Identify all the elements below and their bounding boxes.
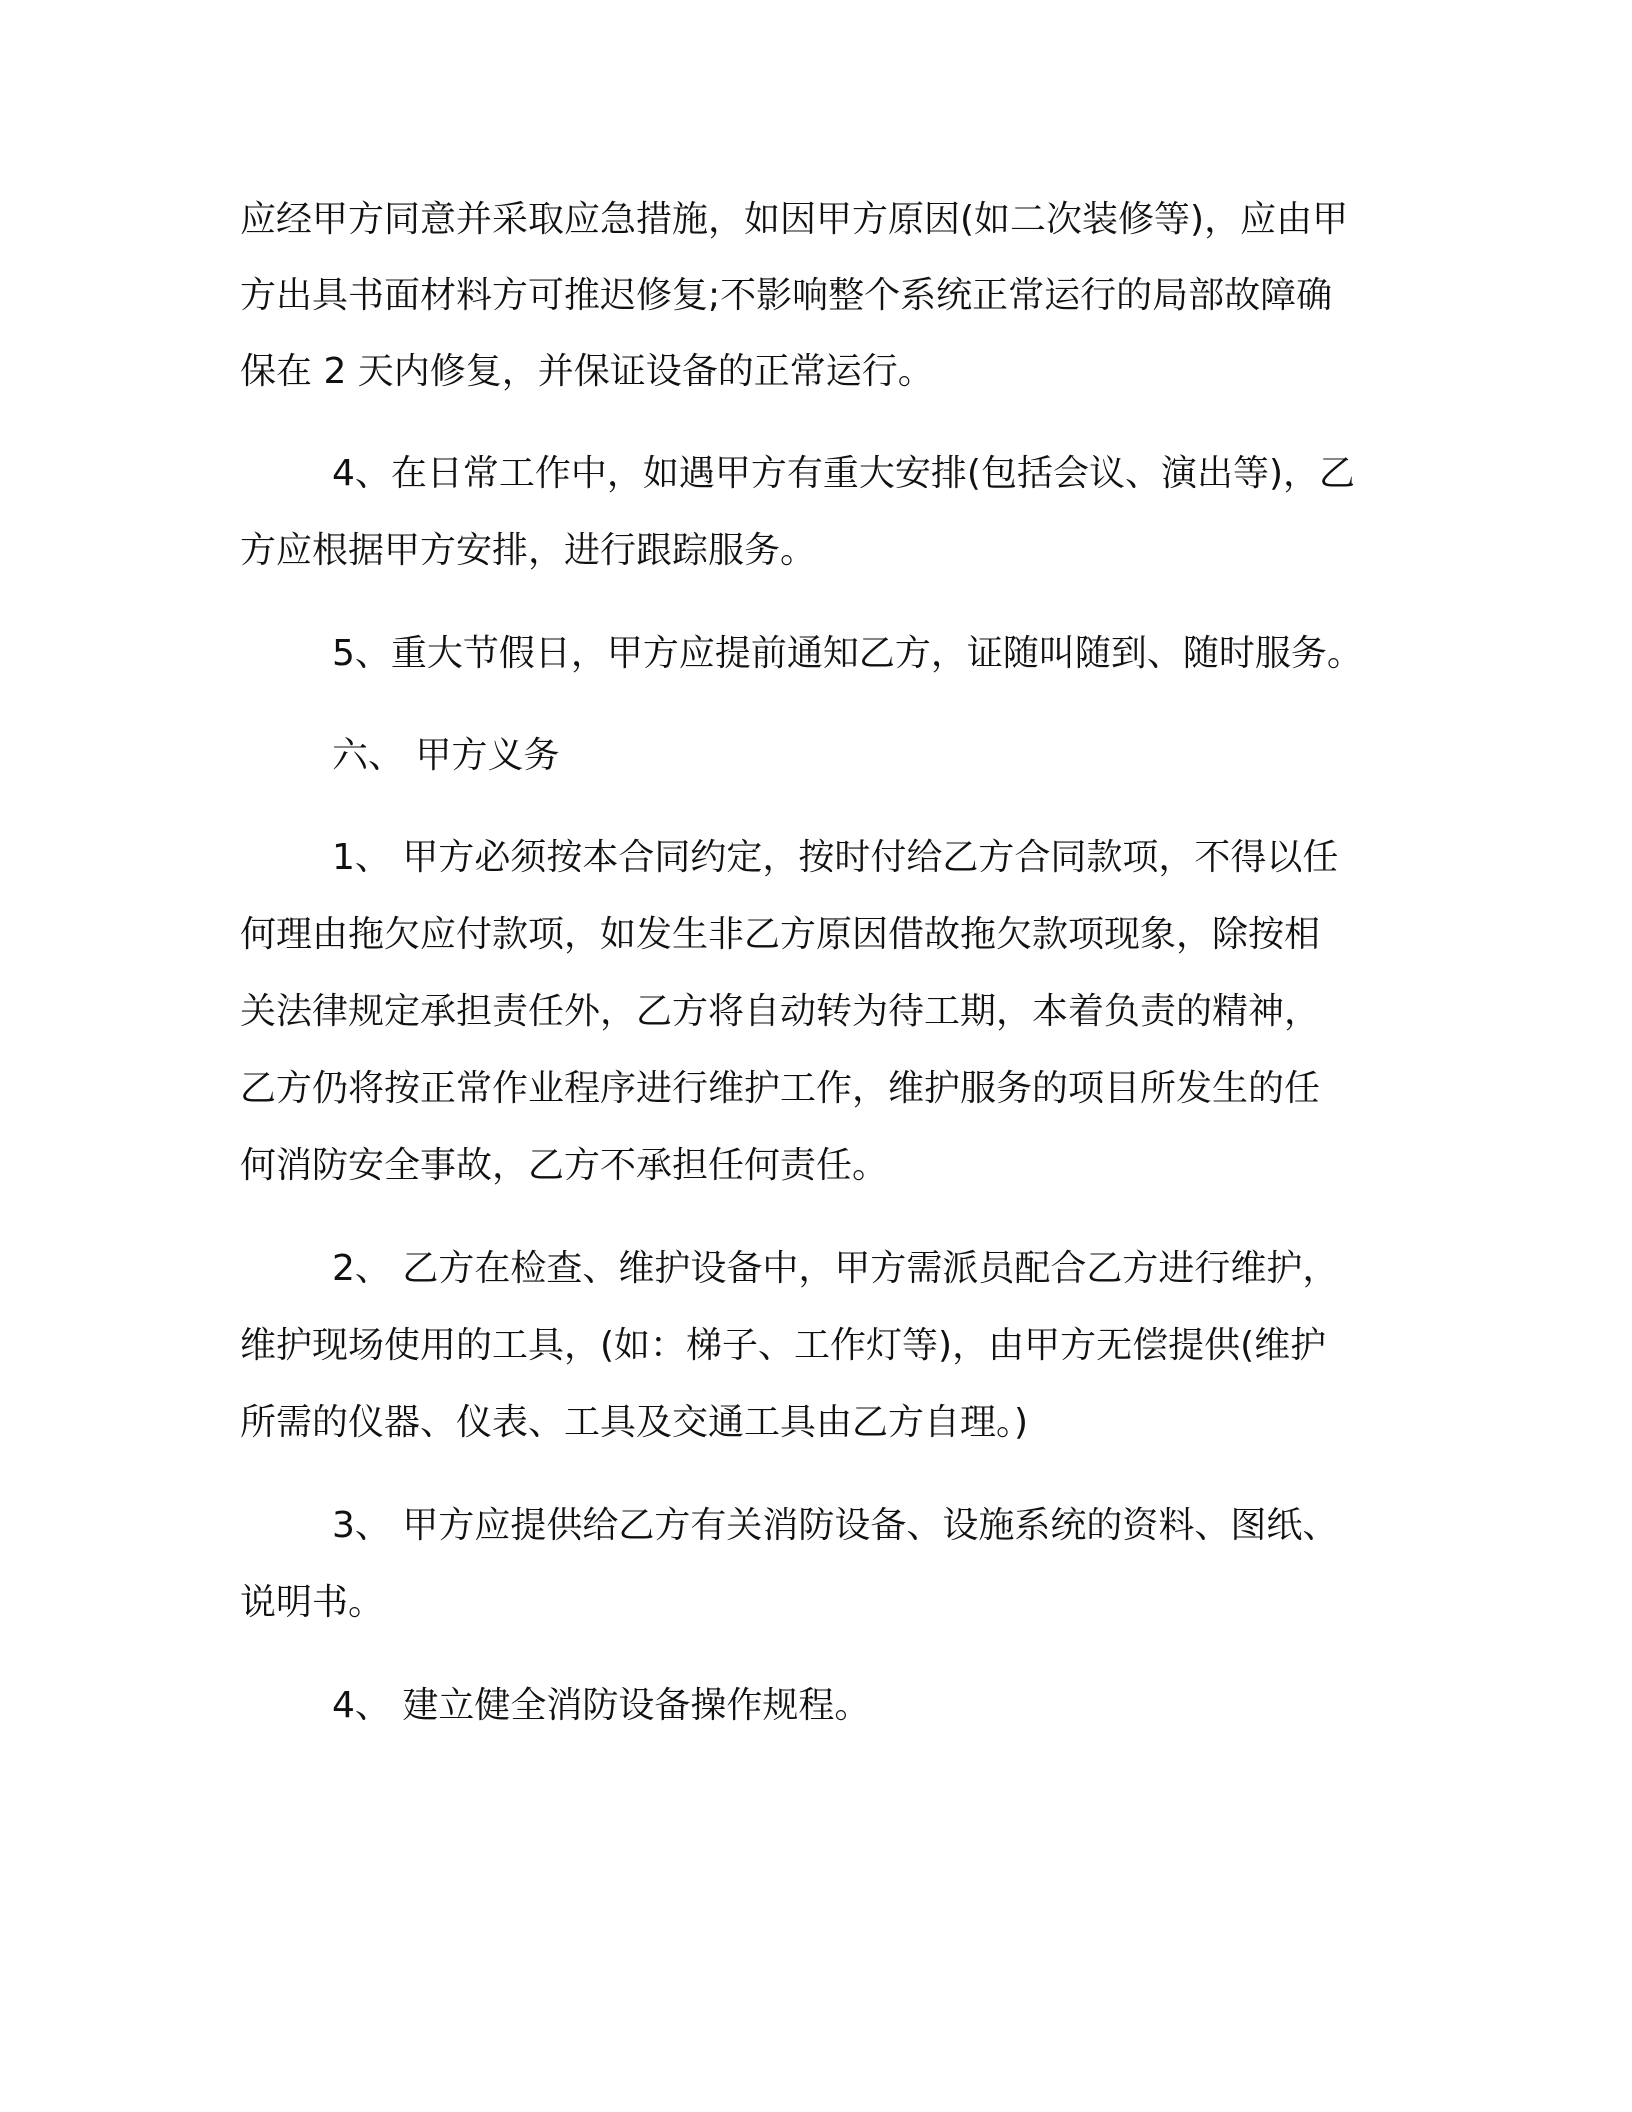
text-line: 何理由拖欠应付款项，如发生非乙方原因借故拖欠款项现象，除按相 bbox=[240, 914, 1321, 955]
text-line: 1、 甲方必须按本合同约定，按时付给乙方合同款项，不得以任 bbox=[332, 837, 1339, 878]
text-line: 所需的仪器、仪表、工具及交通工具由乙方自理。) bbox=[240, 1402, 1029, 1443]
text-line: 4、在日常工作中，如遇甲方有重大安排(包括会议、演出等)，乙 bbox=[332, 453, 1355, 494]
text-line: 方应根据甲方安排，进行跟踪服务。 bbox=[240, 530, 817, 571]
text-line: 维护现场使用的工具，(如：梯子、工作灯等)，由甲方无偿提供(维护 bbox=[240, 1325, 1327, 1366]
text-line: 5、重大节假日，甲方应提前通知乙方，证随叫随到、随时服务。 bbox=[332, 633, 1363, 674]
text-line: 4、 建立健全消防设备操作规程。 bbox=[332, 1685, 871, 1726]
text-line: 何消防安全事故，乙方不承担任何责任。 bbox=[240, 1145, 889, 1186]
text-line: 方出具书面材料方可推迟修复;不影响整个系统正常运行的局部故障确 bbox=[240, 275, 1333, 316]
text-line: 关法律规定承担责任外，乙方将自动转为待工期，本着负责的精神， bbox=[240, 991, 1321, 1032]
text-line: 保在 2 天内修复，并保证设备的正常运行。 bbox=[240, 351, 934, 392]
text-line: 说明书。 bbox=[240, 1582, 385, 1623]
text-line: 乙方仍将按正常作业程序进行维护工作，维护服务的项目所发生的任 bbox=[240, 1068, 1321, 1109]
text-line: 2、 乙方在检查、维护设备中，甲方需派员配合乙方进行维护， bbox=[332, 1248, 1339, 1289]
text-line: 应经甲方同意并采取应急措施，如因甲方原因(如二次装修等)，应由甲 bbox=[240, 199, 1349, 240]
text-line: 3、 甲方应提供给乙方有关消防设备、设施系统的资料、图纸、 bbox=[332, 1505, 1339, 1546]
section-heading: 六、 甲方义务 bbox=[332, 735, 560, 776]
